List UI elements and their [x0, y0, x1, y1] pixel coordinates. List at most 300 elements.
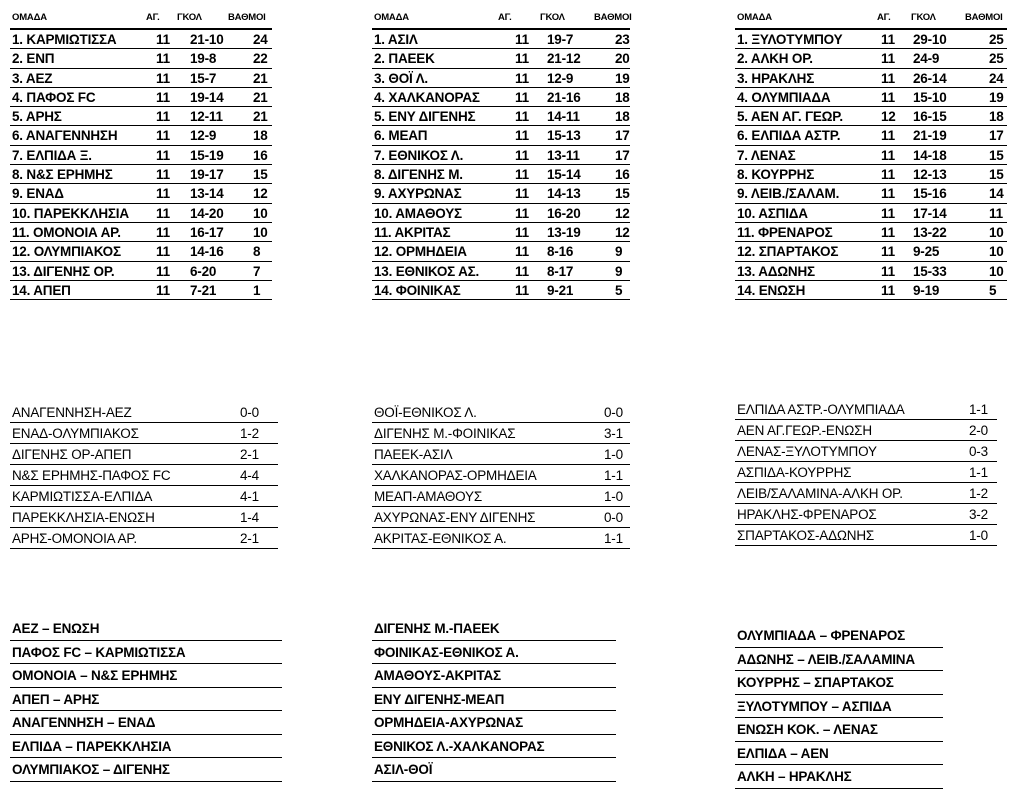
team-name: 10. ΠΑΡΕΚΚΛΗΣΙΑ: [12, 205, 129, 221]
points: 10: [989, 224, 1004, 240]
fixture-teams: ΕΛΠΙΔΑ – ΠΑΡΕΚΚΛΗΣΙΑ: [12, 738, 172, 754]
games-played: 11: [881, 147, 895, 163]
team-name: 5. ΑΕΝ ΑΓ. ΓΕΩΡ.: [737, 109, 843, 125]
team-name: 14. ΦΟΙΝΙΚΑΣ: [374, 282, 461, 298]
goals-score: 8-17: [547, 263, 574, 279]
team-name: 7. ΕΘΝΙΚΟΣ Λ.: [374, 147, 464, 163]
games-played: 11: [881, 186, 895, 202]
games-played: 11: [881, 32, 895, 47]
standings-row: [735, 126, 1007, 145]
result-row: [735, 483, 997, 504]
match-teams: ΛΕΙΒ/ΣΑΛΑΜΙΝΑ-ΑΛΚΗ ΟΡ.: [737, 486, 903, 501]
points: 18: [989, 109, 1004, 125]
games-played: 11: [515, 109, 529, 125]
team-name: 10. ΑΜΑΘΟΥΣ: [374, 205, 462, 221]
goals-score: 13-19: [547, 224, 581, 240]
standings-row: [10, 242, 272, 261]
team-name: 14. ΑΠΕΠ: [12, 282, 71, 298]
match-teams: ΑΣΠΙΔΑ-ΚΟΥΡΡΗΣ: [737, 465, 852, 480]
goals-score: 14-18: [913, 147, 947, 163]
standings-row: [735, 165, 1007, 184]
games-played: 11: [515, 244, 529, 260]
goals-score: 16-17: [190, 224, 224, 240]
match-teams: ΜΕΑΠ-ΑΜΑΘΟΥΣ: [374, 489, 482, 504]
fixture-row: [10, 641, 282, 665]
points: 14: [989, 186, 1004, 202]
result-row: [372, 486, 630, 507]
result-row: [372, 507, 630, 528]
header-goals: ΓΚΟΛ: [540, 12, 565, 23]
team-name: 12. ΟΡΜΗΔΕΙΑ: [374, 244, 467, 260]
games-played: 11: [515, 147, 529, 163]
standings-row: [372, 107, 630, 126]
goals-score: 15-10: [913, 89, 947, 105]
match-teams: Ν&Σ ΕΡΗΜΗΣ-ΠΑΦΟΣ FC: [12, 468, 171, 483]
points: 23: [615, 32, 630, 47]
points: 17: [615, 128, 630, 144]
standings-table-3: [735, 8, 1007, 300]
standings-row: [372, 223, 630, 242]
goals-score: 21-10: [190, 32, 224, 47]
standings-row: [372, 146, 630, 165]
match-score: 1-1: [604, 531, 623, 546]
goals-score: 15-16: [913, 186, 947, 202]
fixture-teams: ΑΣΙΛ-ΘΟΪ: [374, 762, 433, 777]
games-played: 11: [515, 167, 529, 183]
fixture-row: [10, 735, 282, 759]
fixture-teams: ΑΜΑΘΟΥΣ-ΑΚΡΙΤΑΣ: [374, 668, 501, 683]
standings-row: [372, 69, 630, 88]
fixture-teams: ΕΛΠΙΔΑ – ΑΕΝ: [737, 745, 829, 761]
team-name: 3. ΑΕΖ: [12, 70, 53, 86]
header-team: ΟΜΑΔΑ: [737, 12, 772, 23]
standings-row: [10, 184, 272, 203]
result-row: [735, 441, 997, 462]
games-played: 11: [881, 205, 895, 221]
points: 16: [615, 167, 630, 183]
games-played: 11: [156, 282, 170, 298]
goals-score: 9-25: [913, 244, 940, 260]
games-played: 11: [515, 263, 529, 279]
match-score: 2-1: [240, 531, 259, 546]
games-played: 11: [515, 51, 529, 67]
games-played: 11: [881, 282, 895, 298]
points: 1: [253, 282, 261, 298]
team-name: 5. ΕΝΥ ΔΙΓΕΝΗΣ: [374, 109, 476, 125]
match-teams: ΚΑΡΜΙΩΤΙΣΣΑ-ΕΛΠΙΔΑ: [12, 489, 153, 504]
match-score: 1-4: [240, 510, 259, 525]
goals-score: 9-21: [547, 282, 574, 298]
games-played: 11: [881, 244, 895, 260]
result-row: [372, 444, 630, 465]
points: 15: [989, 167, 1004, 183]
results-list-1: [10, 402, 278, 549]
team-name: 13. ΑΔΩΝΗΣ: [737, 263, 815, 279]
team-name: 4. ΠΑΦΟΣ FC: [12, 89, 96, 105]
match-teams: ΕΛΠΙΔΑ ΑΣΤΡ.-ΟΛΥΜΠΙΑΔΑ: [737, 402, 905, 417]
match-teams: ΑΚΡΙΤΑΣ-ΕΘΝΙΚΟΣ Α.: [374, 531, 507, 546]
points: 10: [253, 224, 268, 240]
standings-row: [10, 146, 272, 165]
standings-row: [372, 126, 630, 145]
header-games: ΑΓ.: [146, 12, 160, 23]
match-score: 0-0: [604, 510, 623, 525]
standings-row: [735, 49, 1007, 68]
fixture-row: [372, 664, 616, 688]
goals-score: 16-20: [547, 205, 581, 221]
standings-table-1: [10, 8, 272, 300]
result-row: [372, 528, 630, 549]
match-score: 0-0: [240, 405, 259, 420]
games-played: 11: [881, 263, 895, 279]
match-score: 4-4: [240, 468, 259, 483]
goals-score: 13-22: [913, 224, 947, 240]
fixture-teams: ΑΔΩΝΗΣ – ΛΕΙΒ./ΣΑΛΑΜΙΝΑ: [737, 651, 915, 667]
team-name: 2. ΠΑΕΕΚ: [374, 51, 435, 67]
standings-row: [735, 88, 1007, 107]
team-name: 8. ΚΟΥΡΡΗΣ: [737, 167, 815, 183]
standings-row: [735, 69, 1007, 88]
goals-score: 26-14: [913, 70, 947, 86]
standings-row: [735, 204, 1007, 223]
games-played: 11: [515, 282, 529, 298]
standings-row: [10, 30, 272, 49]
team-name: 12. ΣΠΑΡΤΑΚΟΣ: [737, 244, 839, 260]
goals-score: 16-15: [913, 109, 947, 125]
fixtures-list-2: [372, 617, 616, 782]
fixture-row: [10, 758, 282, 782]
match-teams: ΣΠΑΡΤΑΚΟΣ-ΑΔΩΝΗΣ: [737, 528, 875, 543]
standings-header: [735, 8, 1007, 30]
goals-score: 15-14: [547, 167, 581, 183]
points: 8: [253, 244, 261, 260]
fixture-row: [372, 735, 616, 759]
header-points: ΒΑΘΜΟΙ: [228, 12, 266, 23]
results-list-2: [372, 402, 630, 549]
match-score: 1-0: [604, 447, 623, 462]
match-score: 1-0: [969, 528, 988, 543]
games-played: 11: [515, 224, 529, 240]
team-name: 6. ΑΝΑΓΕΝΝΗΣΗ: [12, 128, 118, 144]
result-row: [735, 420, 997, 441]
games-played: 11: [156, 70, 170, 86]
points: 17: [989, 128, 1004, 144]
team-name: 9. ΕΝΑΔ: [12, 186, 64, 202]
points: 24: [989, 70, 1004, 86]
team-name: 11. ΟΜΟΝΟΙΑ ΑΡ.: [12, 224, 121, 240]
result-row: [10, 528, 278, 549]
points: 10: [989, 263, 1004, 279]
team-name: 2. ΕΝΠ: [12, 51, 55, 67]
fixture-row: [735, 718, 943, 742]
match-score: 1-1: [969, 465, 988, 480]
fixture-teams: ΚΟΥΡΡΗΣ – ΣΠΑΡΤΑΚΟΣ: [737, 675, 894, 690]
standings-row: [372, 262, 630, 281]
team-name: 6. ΜΕΑΠ: [374, 128, 428, 144]
points: 12: [615, 205, 630, 221]
fixture-teams: ΑΛΚΗ – ΗΡΑΚΛΗΣ: [737, 769, 852, 784]
match-score: 0-3: [969, 444, 988, 459]
goals-score: 19-14: [190, 89, 224, 105]
team-name: 7. ΛΕΝΑΣ: [737, 147, 796, 163]
standings-row: [735, 223, 1007, 242]
fixture-teams: ΕΘΝΙΚΟΣ Λ.-ΧΑΛΚΑΝΟΡΑΣ: [374, 738, 545, 754]
standings-row: [10, 69, 272, 88]
results-list-3: [735, 399, 997, 546]
header-points: ΒΑΘΜΟΙ: [965, 12, 1003, 23]
points: 25: [989, 32, 1004, 47]
result-row: [10, 465, 278, 486]
match-score: 1-2: [240, 426, 259, 441]
standings-row: [372, 88, 630, 107]
fixture-teams: ΞΥΛΟΤΥΜΠΟΥ – ΑΣΠΙΔΑ: [737, 698, 892, 714]
goals-score: 12-11: [190, 109, 223, 125]
fixture-row: [735, 765, 943, 789]
standings-row: [372, 242, 630, 261]
goals-score: 21-12: [547, 51, 581, 67]
games-played: 11: [156, 109, 170, 125]
standings-row: [372, 281, 630, 300]
fixture-teams: ΠΑΦΟΣ FC – ΚΑΡΜΙΩΤΙΣΣΑ: [12, 644, 186, 660]
standings-row: [10, 165, 272, 184]
header-games: ΑΓ.: [877, 12, 891, 23]
standings-row: [735, 184, 1007, 203]
goals-score: 12-9: [190, 128, 217, 144]
fixtures-list-3: [735, 624, 943, 789]
games-played: 11: [156, 51, 170, 67]
match-teams: ΕΝΑΔ-ΟΛΥΜΠΙΑΚΟΣ: [12, 426, 139, 441]
games-played: 11: [881, 224, 895, 240]
games-played: 11: [881, 89, 895, 105]
result-row: [372, 465, 630, 486]
match-score: 4-1: [240, 489, 259, 504]
goals-score: 14-13: [547, 186, 581, 202]
match-score: 1-2: [969, 486, 988, 501]
fixture-teams: ΑΠΕΠ – ΑΡΗΣ: [12, 691, 100, 707]
goals-score: 21-19: [913, 128, 947, 144]
match-teams: ΑΝΑΓΕΝΝΗΣΗ-ΑΕΖ: [12, 405, 132, 420]
points: 15: [989, 147, 1004, 163]
match-score: 3-1: [604, 426, 623, 441]
header-goals: ΓΚΟΛ: [911, 12, 936, 23]
team-name: 11. ΑΚΡΙΤΑΣ: [374, 224, 451, 240]
team-name: 6. ΕΛΠΙΔΑ ΑΣΤΡ.: [737, 128, 841, 144]
match-teams: ΗΡΑΚΛΗΣ-ΦΡΕΝΑΡΟΣ: [737, 507, 877, 522]
standings-row: [10, 281, 272, 300]
fixture-teams: ΟΛΥΜΠΙΑΚΟΣ – ΔΙΓΕΝΗΣ: [12, 762, 170, 777]
team-name: 2. ΑΛΚΗ ΟΡ.: [737, 51, 813, 67]
match-score: 2-1: [240, 447, 259, 462]
fixtures-list-1: [10, 617, 282, 782]
standings-row: [10, 49, 272, 68]
standings-row: [372, 165, 630, 184]
fixture-row: [372, 641, 616, 665]
goals-score: 24-9: [913, 51, 940, 67]
goals-score: 17-14: [913, 205, 947, 221]
goals-score: 14-11: [547, 109, 580, 125]
standings-row: [10, 126, 272, 145]
standings-row: [372, 184, 630, 203]
fixture-row: [372, 688, 616, 712]
points: 15: [615, 186, 630, 202]
team-name: 12. ΟΛΥΜΠΙΑΚΟΣ: [12, 244, 121, 260]
result-row: [735, 525, 997, 546]
fixture-teams: ΕΝΥ ΔΙΓΕΝΗΣ-ΜΕΑΠ: [374, 691, 505, 707]
fixture-teams: ΕΝΩΣΗ ΚΟΚ. – ΛΕΝΑΣ: [737, 722, 878, 737]
goals-score: 14-16: [190, 244, 224, 260]
team-name: 4. ΟΛΥΜΠΙΑΔΑ: [737, 89, 831, 105]
goals-score: 19-7: [547, 32, 574, 47]
points: 11: [989, 205, 1003, 221]
points: 16: [253, 147, 268, 163]
fixture-row: [372, 758, 616, 782]
team-name: 5. ΑΡΗΣ: [12, 109, 62, 125]
points: 21: [253, 89, 268, 105]
team-name: 8. Ν&Σ ΕΡΗΜΗΣ: [12, 167, 113, 183]
games-played: 11: [156, 244, 170, 260]
header-team: ΟΜΑΔΑ: [12, 12, 47, 23]
fixture-teams: ΟΜΟΝΟΙΑ – Ν&Σ ΕΡΗΜΗΣ: [12, 668, 178, 683]
fixture-teams: ΟΛΥΜΠΙΑΔΑ – ΦΡΕΝΑΡΟΣ: [737, 628, 906, 643]
goals-score: 13-14: [190, 186, 224, 202]
points: 24: [253, 32, 268, 47]
standings-row: [735, 281, 1007, 300]
points: 7: [253, 263, 261, 279]
result-row: [10, 486, 278, 507]
points: 18: [615, 109, 630, 125]
fixture-row: [10, 664, 282, 688]
team-name: 13. ΔΙΓΕΝΗΣ ΟΡ.: [12, 263, 115, 279]
standings-row: [10, 107, 272, 126]
team-name: 7. ΕΛΠΙΔΑ Ξ.: [12, 147, 92, 163]
goals-score: 15-33: [913, 263, 947, 279]
standings-table-2: [372, 8, 630, 300]
games-played: 11: [156, 89, 170, 105]
team-name: 3. ΘΟΪ Λ.: [374, 70, 428, 86]
team-name: 1. ΚΑΡΜΙΩΤΙΣΣΑ: [12, 32, 117, 47]
goals-score: 19-8: [190, 51, 217, 67]
result-row: [10, 507, 278, 528]
goals-score: 19-17: [190, 167, 224, 183]
goals-score: 8-16: [547, 244, 574, 260]
standings-header: [10, 8, 272, 30]
points: 19: [989, 89, 1004, 105]
games-played: 11: [881, 128, 895, 144]
games-played: 11: [156, 186, 170, 202]
match-score: 2-0: [969, 423, 988, 438]
result-row: [735, 504, 997, 525]
points: 18: [615, 89, 630, 105]
points: 20: [615, 51, 630, 67]
match-teams: ΑΧΥΡΩΝΑΣ-ΕΝΥ ΔΙΓΕΝΗΣ: [374, 510, 536, 525]
fixture-row: [372, 711, 616, 735]
games-played: 11: [515, 128, 529, 144]
points: 5: [989, 282, 997, 298]
points: 15: [253, 167, 268, 183]
standings-row: [372, 49, 630, 68]
result-row: [372, 423, 630, 444]
games-played: 11: [156, 167, 170, 183]
goals-score: 7-21: [190, 282, 217, 298]
standings-row: [372, 204, 630, 223]
points: 17: [615, 147, 630, 163]
header-team: ΟΜΑΔΑ: [374, 12, 409, 23]
team-name: 14. ΕΝΩΣΗ: [737, 282, 806, 298]
points: 12: [615, 224, 630, 240]
fixture-row: [735, 624, 943, 648]
games-played: 11: [156, 224, 170, 240]
games-played: 11: [515, 70, 529, 86]
standings-row: [10, 204, 272, 223]
team-name: 8. ΔΙΓΕΝΗΣ Μ.: [374, 167, 463, 183]
match-teams: ΛΕΝΑΣ-ΞΥΛΟΤΥΜΠΟΥ: [737, 444, 877, 459]
points: 10: [989, 244, 1004, 260]
standings-row: [735, 262, 1007, 281]
standings-row: [372, 30, 630, 49]
result-row: [10, 444, 278, 465]
standings-row: [10, 262, 272, 281]
fixture-row: [10, 617, 282, 641]
match-score: 1-1: [604, 468, 623, 483]
games-played: 11: [881, 70, 895, 86]
standings-row: [735, 107, 1007, 126]
team-name: 4. ΧΑΛΚΑΝΟΡΑΣ: [374, 89, 480, 105]
result-row: [372, 402, 630, 423]
result-row: [10, 423, 278, 444]
standings-row: [735, 30, 1007, 49]
points: 9: [615, 244, 623, 260]
games-played: 11: [156, 205, 170, 221]
match-teams: ΠΑΡΕΚΚΛΗΣΙΑ-ΕΝΩΣΗ: [12, 510, 155, 525]
match-teams: ΑΕΝ ΑΓ.ΓΕΩΡ.-ΕΝΩΣΗ: [737, 423, 872, 438]
points: 18: [253, 128, 268, 144]
fixture-row: [735, 648, 943, 672]
points: 21: [253, 109, 268, 125]
goals-score: 12-13: [913, 167, 947, 183]
result-row: [10, 402, 278, 423]
games-played: 11: [156, 32, 170, 47]
fixture-teams: ΑΕΖ – ΕΝΩΣΗ: [12, 621, 100, 636]
games-played: 11: [881, 167, 895, 183]
games-played: 11: [881, 51, 895, 67]
points: 19: [615, 70, 630, 86]
team-name: 3. ΗΡΑΚΛΗΣ: [737, 70, 815, 86]
goals-score: 21-16: [547, 89, 581, 105]
match-score: 3-2: [969, 507, 988, 522]
match-teams: ΔΙΓΕΝΗΣ ΟΡ-ΑΠΕΠ: [12, 447, 132, 462]
team-name: 10. ΑΣΠΙΔΑ: [737, 205, 808, 221]
points: 9: [615, 263, 623, 279]
fixture-row: [735, 742, 943, 766]
standings-row: [10, 223, 272, 242]
match-teams: ΑΡΗΣ-ΟΜΟΝΟΙΑ ΑΡ.: [12, 531, 137, 546]
team-name: 9. ΛΕΙΒ./ΣΑΛΑΜ.: [737, 186, 840, 202]
points: 22: [253, 51, 268, 67]
fixture-teams: ΟΡΜΗΔΕΙΑ-ΑΧΥΡΩΝΑΣ: [374, 715, 523, 730]
points: 21: [253, 70, 268, 86]
match-score: 1-1: [969, 402, 988, 417]
goals-score: 6-20: [190, 263, 217, 279]
team-name: 9. ΑΧΥΡΩΝΑΣ: [374, 186, 462, 202]
points: 12: [253, 186, 268, 202]
fixture-teams: ΔΙΓΕΝΗΣ Μ.-ΠΑΕΕΚ: [374, 621, 500, 636]
fixture-teams: ΦΟΙΝΙΚΑΣ-ΕΘΝΙΚΟΣ Α.: [374, 644, 519, 660]
points: 10: [253, 205, 268, 221]
games-played: 11: [515, 89, 529, 105]
points: 5: [615, 282, 623, 298]
match-teams: ΠΑΕΕΚ-ΑΣΙΛ: [374, 447, 453, 462]
games-played: 12: [881, 109, 896, 125]
